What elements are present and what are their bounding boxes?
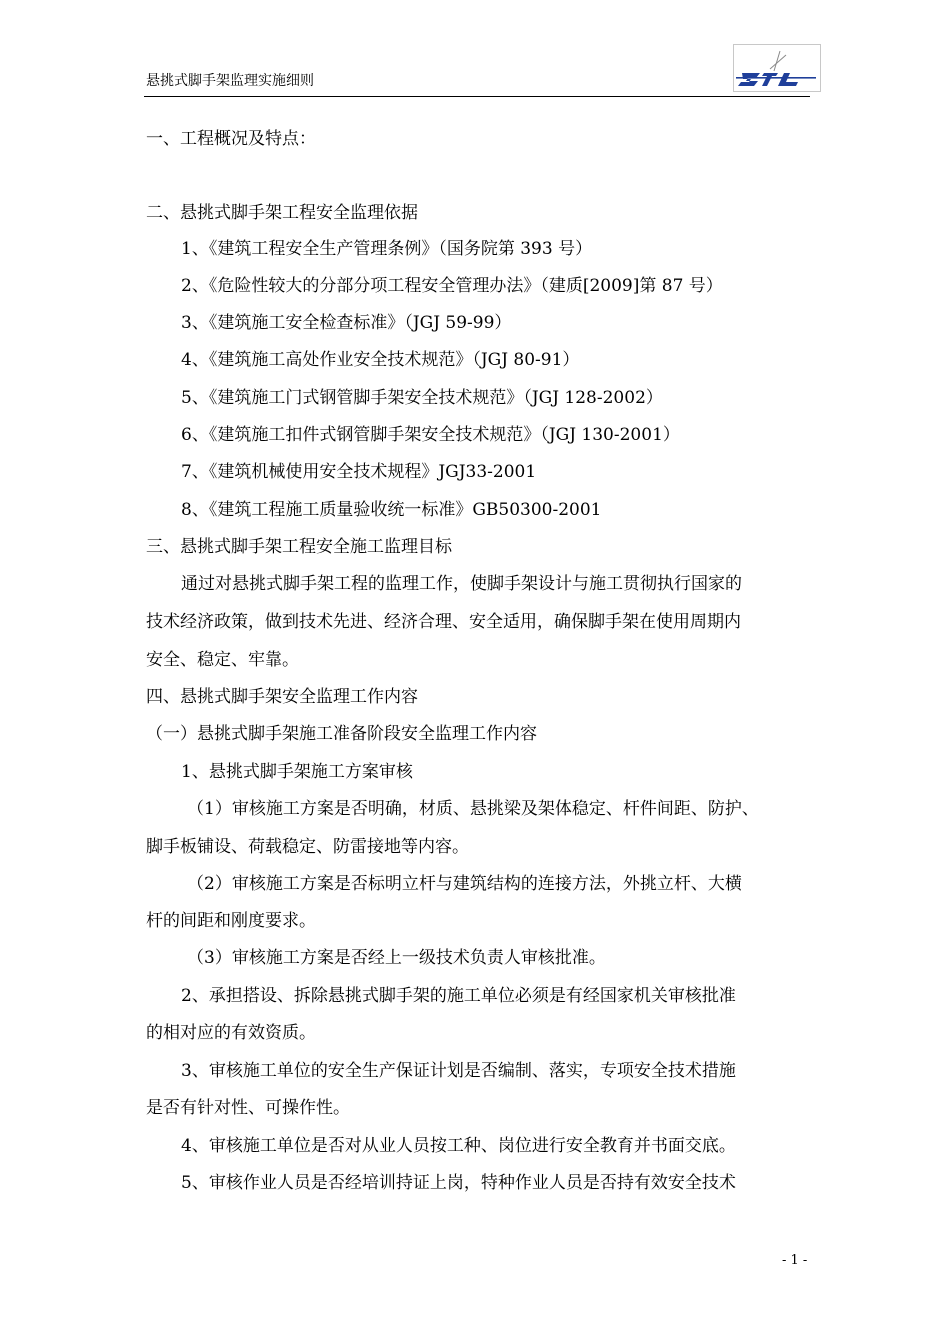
paragraph-line: （2）审核施工方案是否标明立杆与建筑结构的连接方法，外挑立杆、大横 — [187, 874, 742, 894]
paragraph-line: 通过对悬挑式脚手架工程的监理工作，使脚手架设计与施工贯彻执行国家的 — [181, 574, 742, 594]
paragraph-line: 脚手板铺设、荷载稳定、防雷接地等内容。 — [146, 837, 469, 857]
header-title: 悬挑式脚手架监理实施细则 — [146, 73, 314, 89]
basis-item: 5、《建筑施工门式钢管脚手架安全技术规范》（JGJ 128-2002） — [181, 388, 663, 408]
basis-item: 7、《建筑机械使用安全技术规程》JGJ33-2001 — [181, 462, 537, 482]
item-heading: 1、悬挑式脚手架施工方案审核 — [181, 762, 413, 782]
basis-item: 4、《建筑施工高处作业安全技术规范》（JGJ 80-91） — [181, 350, 580, 370]
basis-item: 3、《建筑施工安全检查标准》（JGJ 59-99） — [181, 313, 512, 333]
paragraph-line: 是否有针对性、可操作性。 — [146, 1098, 350, 1118]
section-heading-basis: 二、悬挑式脚手架工程安全监理依据 — [146, 203, 418, 223]
paragraph-line: （3）审核施工方案是否经上一级技术负责人审核批准。 — [187, 948, 606, 968]
paragraph-line: 杆的间距和刚度要求。 — [146, 911, 316, 931]
logo-graphic — [734, 45, 820, 91]
section-heading-overview: 一、工程概况及特点： — [146, 129, 316, 149]
basis-item: 6、《建筑施工扣件式钢管脚手架安全技术规范》（JGJ 130-2001） — [181, 425, 680, 445]
basis-item: 8、《建筑工程施工质量验收统一标准》GB50300-2001 — [181, 500, 602, 520]
section-heading-content: 四、悬挑式脚手架安全监理工作内容 — [146, 687, 418, 707]
paragraph-line: 5、审核作业人员是否经培训持证上岗，特种作业人员是否持有效安全技术 — [181, 1173, 736, 1193]
paragraph-line: （1）审核施工方案是否明确，材质、悬挑梁及架体稳定、杆件间距、防护、 — [187, 799, 759, 819]
paragraph-line: 安全、稳定、牢靠。 — [146, 650, 299, 670]
section-heading-goal: 三、悬挑式脚手架工程安全施工监理目标 — [146, 537, 452, 557]
paragraph-line: 技术经济政策，做到技术先进、经济合理、安全适用，确保脚手架在使用周期内 — [146, 612, 741, 632]
company-logo — [733, 44, 821, 92]
subsection-heading: （一）悬挑式脚手架施工准备阶段安全监理工作内容 — [146, 724, 537, 744]
page-number: - 1 - — [782, 1253, 808, 1268]
paragraph-line: 4、审核施工单位是否对从业人员按工种、岗位进行安全教育并书面交底。 — [181, 1136, 736, 1156]
basis-item: 2、《危险性较大的分部分项工程安全管理办法》（建质[2009]第 87 号） — [181, 276, 723, 296]
paragraph-line: 3、审核施工单位的安全生产保证计划是否编制、落实，专项安全技术措施 — [181, 1061, 736, 1081]
basis-item: 1、《建筑工程安全生产管理条例》（国务院第 393 号） — [181, 239, 593, 259]
paragraph-line: 2、承担搭设、拆除悬挑式脚手架的施工单位必须是有经国家机关审核批准 — [181, 986, 736, 1006]
header-rule — [144, 96, 810, 97]
paragraph-line: 的相对应的有效资质。 — [146, 1023, 316, 1043]
